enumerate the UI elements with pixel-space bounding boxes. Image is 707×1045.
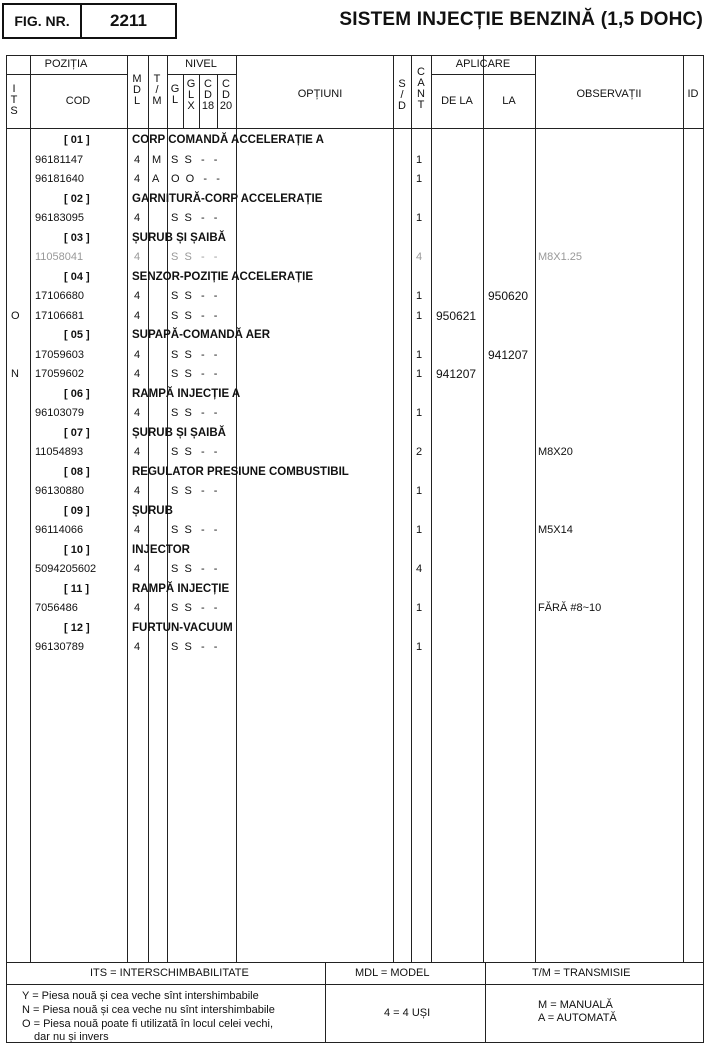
part-description: GARNITURĂ-CORP ACCELERAȚIE (132, 192, 323, 205)
part-description: ȘURUB ȘI ȘAIBĂ (132, 426, 226, 439)
part-description: FURTUN-VACUUM (132, 621, 233, 634)
col-header-gl: G L (170, 83, 180, 106)
position-number: [ 09 ] (64, 504, 90, 517)
nivel-values: S S - - (171, 524, 218, 536)
legend-o: O = Piesa nouă poate fi utilizată în locul celei vechi, (22, 1018, 274, 1030)
part-code: 11054893 (35, 446, 84, 458)
part-code: 17106681 (35, 309, 84, 322)
observation: M8X20 (538, 446, 573, 458)
col-header-its: I T S (10, 83, 18, 117)
col-header-cod: COD (65, 95, 91, 107)
position-number: [ 03 ] (64, 231, 90, 244)
mdl-value: 4 (134, 368, 141, 380)
tm-value: M (152, 153, 162, 166)
position-number: [ 01 ] (64, 134, 90, 146)
part-code: 17059603 (35, 348, 84, 361)
page-title: SISTEM INJECȚIE BENZINĂ (1,5 DOHC) (339, 9, 703, 30)
legend-automata: A = AUTOMATĂ (538, 1012, 617, 1024)
mdl-value: 4 (134, 290, 141, 302)
position-number: [ 10 ] (64, 543, 90, 556)
nivel-values: S S - - (171, 309, 218, 322)
part-code: 17059602 (35, 368, 84, 380)
part-code: 7056486 (35, 602, 78, 614)
footer-top-line (6, 962, 704, 963)
part-code: 96181640 (35, 173, 84, 185)
observation: M5X14 (538, 524, 573, 536)
quantity: 2 (416, 446, 423, 458)
quantity: 1 (416, 524, 423, 536)
nivel-values: S S - - (171, 368, 218, 380)
position-number: [ 11 ] (64, 582, 90, 595)
part-description: SUPAPĂ-COMANDĂ AER (132, 329, 270, 341)
col-header-cd20: C D 20 (219, 78, 233, 112)
part-description: ȘURUB (132, 504, 173, 517)
la-col-line (535, 55, 536, 962)
nivel-values: S S - - (171, 251, 218, 263)
legend-manuala: M = MANUALĂ (538, 999, 613, 1011)
tm-value: A (152, 173, 160, 185)
part-description: INJECTOR (132, 543, 190, 556)
nivel-values: S S - - (171, 485, 218, 497)
nivel-col-line (236, 55, 237, 962)
part-code: 96181147 (35, 153, 84, 166)
col-header-cant: C A N T (417, 66, 425, 111)
position-number: [ 07 ] (64, 426, 90, 439)
nivel-underline (167, 74, 236, 75)
mdl-legend: MDL = MODEL (355, 967, 430, 979)
position-number: [ 02 ] (64, 192, 90, 205)
apply-from: 950621 (436, 308, 477, 323)
nivel-values: S S - - (171, 563, 218, 575)
col-header-de-la: DE LA (441, 95, 473, 107)
col-header-sd: S / D (398, 78, 406, 112)
mdl-value: 4 (134, 173, 141, 185)
part-code: 96130880 (35, 485, 84, 497)
pozitia-underline (6, 74, 127, 75)
part-description: SENZOR-POZIȚIE ACCELERAȚIE (132, 270, 314, 283)
mdl-value: 4 (134, 309, 141, 322)
quantity: 1 (416, 368, 423, 380)
quantity: 1 (416, 309, 423, 322)
part-description: REGULATOR PRESIUNE COMBUSTIBIL (132, 465, 349, 478)
mdl-value: 4 (134, 446, 141, 458)
observation: M8X1.25 (538, 251, 583, 263)
mdl-value: 4 (134, 212, 141, 224)
its-code: N (11, 368, 19, 380)
col-header-tm: T / M (152, 73, 162, 107)
sd-col-line (411, 55, 412, 962)
footer-div-2 (485, 962, 486, 1043)
col-header-mdl: M D L (132, 73, 142, 107)
dela-col-line (483, 55, 484, 962)
col-header-nivel: NIVEL (185, 58, 217, 70)
mdl-value: 4 (134, 348, 141, 361)
quantity: 1 (416, 173, 423, 185)
nivel-values: O O - - (171, 173, 220, 185)
nivel-values: S S - - (171, 290, 218, 302)
mdl-value: 4 (134, 641, 141, 653)
legend-usi: 4 = 4 UȘI (384, 1007, 431, 1019)
quantity: 4 (416, 251, 423, 263)
observation: FĂRĂ #8~10 (538, 602, 602, 614)
nivel-values: S S - - (171, 212, 218, 224)
apply-from: 941207 (436, 367, 477, 381)
quantity: 1 (416, 153, 423, 166)
cod-col-line (127, 55, 128, 962)
mdl-value: 4 (134, 407, 141, 419)
nivel-values: S S - - (171, 153, 218, 166)
position-number: [ 06 ] (64, 387, 90, 400)
nivel-values: S S - - (171, 446, 218, 458)
col-header-optiuni: OPȚIUNI (297, 88, 343, 100)
col-header-aplicare: APLICARE (455, 58, 511, 70)
quantity: 1 (416, 602, 423, 614)
its-legend: ITS = INTERSCHIMBABILITATE (90, 967, 249, 979)
header-bottom-line (6, 128, 704, 129)
part-code: 11058041 (35, 251, 84, 263)
part-description: CORP COMANDĂ ACCELERAȚIE A (132, 134, 324, 146)
obs-col-line (683, 55, 684, 962)
fig-label-box: FIG. NR. (2, 3, 82, 39)
parts-table-frame (6, 55, 704, 1043)
position-number: [ 08 ] (64, 465, 90, 478)
mdl-value: 4 (134, 524, 141, 536)
its-code: O (11, 309, 20, 322)
quantity: 1 (416, 641, 423, 653)
legend-y: Y = Piesa nouă și cea veche sînt intershimbabile (22, 990, 259, 1002)
col-header-pozitia: POZIȚIA (44, 58, 88, 70)
quantity: 1 (416, 290, 423, 302)
quantity: 4 (416, 563, 423, 575)
nivel-values: S S - - (171, 407, 218, 419)
col-header-la: LA (502, 95, 516, 107)
quantity: 1 (416, 348, 423, 361)
mdl-value: 4 (134, 153, 141, 166)
part-description: RAMPĂ INJECȚIE (132, 582, 230, 595)
part-description: RAMPĂ INJECȚIE A (132, 387, 241, 400)
quantity: 1 (416, 485, 423, 497)
quantity: 1 (416, 212, 423, 224)
part-code: 96114066 (35, 524, 84, 536)
legend-o-cont: dar nu și invers (34, 1031, 109, 1043)
position-number: [ 12 ] (64, 621, 90, 634)
tm-legend: T/M = TRANSMISIE (532, 967, 631, 979)
its-col-line (30, 55, 31, 962)
apply-to: 941207 (488, 347, 529, 362)
position-number: [ 04 ] (64, 270, 90, 283)
optiuni-col-line (393, 55, 394, 962)
col-header-glx: G L X (186, 78, 196, 112)
quantity: 1 (416, 407, 423, 419)
col-header-observatii: OBSERVAȚII (576, 88, 642, 100)
position-number: [ 05 ] (64, 329, 90, 341)
part-code: 96183095 (35, 212, 84, 224)
part-code: 96130789 (35, 641, 84, 653)
mdl-value: 4 (134, 251, 141, 263)
mdl-value: 4 (134, 563, 141, 575)
col-header-cd18: C D 18 (201, 78, 215, 112)
nivel-values: S S - - (171, 641, 218, 653)
mdl-value: 4 (134, 485, 141, 497)
part-code: 96103079 (35, 407, 84, 419)
cant-col-line (431, 55, 432, 962)
footer-mid-line (6, 984, 704, 985)
col-header-id: ID (687, 88, 699, 100)
part-code: 5094205602 (35, 563, 97, 575)
fig-number-box: 2211 (80, 3, 177, 39)
apply-to: 950620 (488, 289, 529, 303)
legend-n: N = Piesa nouă și cea veche nu sînt intershimbabile (22, 1004, 275, 1016)
footer-div-1 (325, 962, 326, 1043)
mdl-value: 4 (134, 602, 141, 614)
part-description: ȘURUB ȘI ȘAIBĂ (132, 231, 226, 244)
part-code: 17106680 (35, 290, 84, 302)
nivel-values: S S - - (171, 602, 218, 614)
nivel-values: S S - - (171, 348, 218, 361)
